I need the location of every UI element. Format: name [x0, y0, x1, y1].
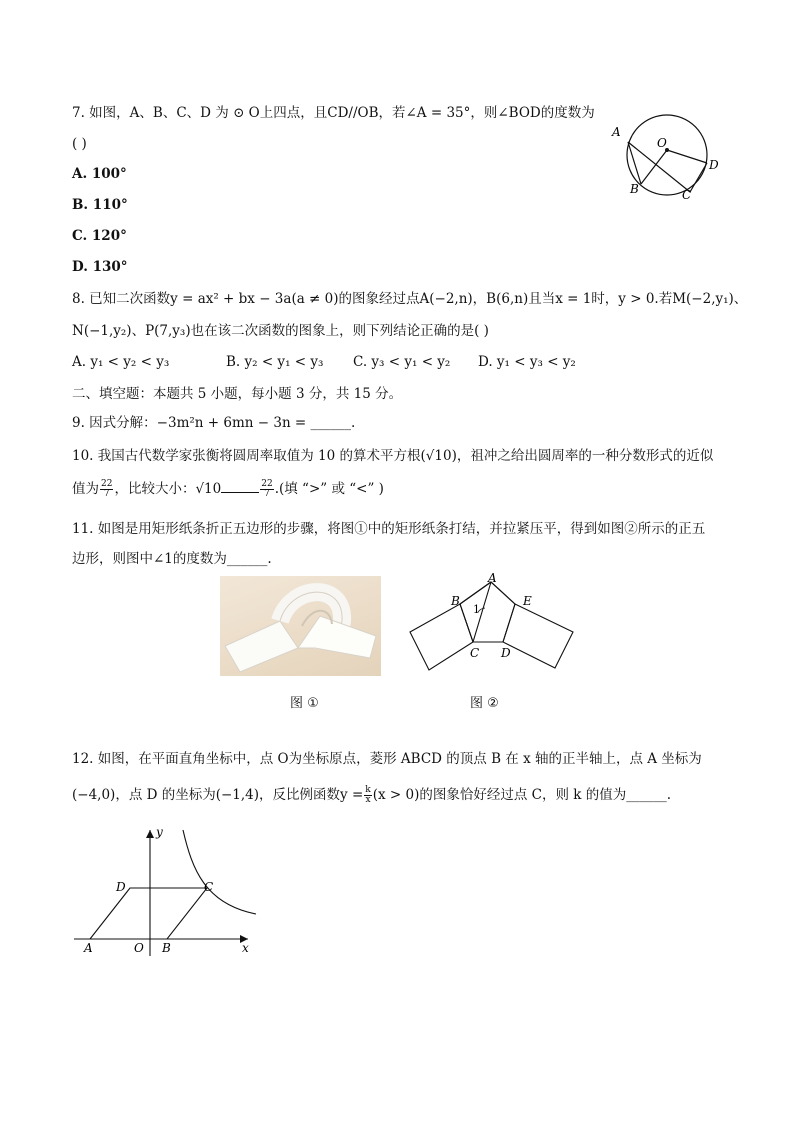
q10-stem-line1: 10. 我国古代数学家张衡将圆周率取值为 10 的算术平方根(√10)，祖冲之给出圆周率的一种分数形式的近似 [72, 448, 714, 464]
q7-label-o: O [657, 136, 667, 150]
q11-knot-photo [220, 576, 381, 676]
q8-option-a[interactable]: A. y₁ < y₂ < y₃ [72, 354, 170, 370]
q12-line2-post: (x > 0)的图象恰好经过点 C，则 k 的值为______. [372, 787, 672, 803]
q12-fraction-denominator: x [365, 795, 371, 805]
q8-option-b[interactable]: B. y₂ < y₁ < y₃ [226, 354, 324, 370]
q7-option-d[interactable]: D. 130° [72, 259, 128, 275]
section-heading-fill-in: 二、填空题：本题共 5 小题，每小题 3 分，共 15 分。 [72, 386, 403, 402]
q7-label-b: B [630, 182, 639, 196]
q10-line2-pre: 值为 [72, 481, 99, 497]
q8-stem-line1: 8. 已知二次函数y = ax² + bx − 3a(a ≠ 0)的图象经过点A(−2,n)，B(6,n)且当x = 1时，y > 0.若M(−2,y₁)、 [72, 291, 748, 307]
q12-label-d: D [116, 880, 126, 894]
q7-circle-figure [605, 112, 730, 207]
q12-axis-x-label: x [242, 941, 249, 955]
q11-caption-fig1: 图 ① [290, 696, 319, 711]
q10-line2-mid: ，比较大小：√10 [114, 481, 222, 497]
q11-angle-1-label: 1 [473, 603, 480, 616]
q12-stem-line2 [72, 786, 671, 805]
q12-axis-y-label: y [156, 825, 163, 839]
q10-line2-post: .(填 “>” 或 “<” ) [274, 481, 384, 497]
q7-option-c[interactable]: C. 120° [72, 228, 127, 244]
q11-caption-fig2: 图 ② [470, 696, 499, 711]
q11-pentagon-figure [405, 570, 580, 680]
q11-label-a: A [488, 571, 497, 585]
q7-option-a[interactable]: A. 100° [72, 166, 127, 182]
q10-fraction-denominator: 7 [103, 489, 110, 499]
q12-label-c: C [204, 880, 214, 894]
q8-stem-line2: N(−1,y₂)、P(7,y₃)也在该二次函数的图象上，则下列结论正确的是( ) [72, 323, 489, 339]
q11-knot-illustration [220, 576, 381, 676]
q12-label-a: A [84, 941, 93, 955]
q11-stem-line1: 11. 如图是用矩形纸条折正五边形的步骤，将图①中的矩形纸条打结，并拉紧压平，得到如图②所示的正五 [72, 521, 706, 537]
q11-label-b: B [451, 594, 460, 608]
q12-stem-line1: 12. 如图，在平面直角坐标中，点 O为坐标原点，菱形 ABCD 的顶点 B 在 x 轴的正半轴上，点 A 坐标为 [72, 751, 702, 767]
q11-stem-line2: 边形，则图中∠1的度数为______. [72, 551, 272, 567]
q11-label-e: E [523, 594, 532, 608]
q12-label-b: B [162, 941, 171, 955]
q7-option-b[interactable]: B. 110° [72, 197, 128, 213]
q8-option-c[interactable]: C. y₃ < y₁ < y₂ [353, 354, 451, 370]
q12-line2-pre: (−4,0)，点 D 的坐标为(−1,4)，反比例函数y = [72, 787, 364, 803]
q10-fraction-2 [260, 480, 273, 499]
q7-label-a: A [612, 125, 621, 139]
q12-fraction [364, 786, 371, 805]
q7-stem-line2: ( ) [72, 136, 87, 152]
q12-coordinate-figure [70, 824, 270, 959]
q10-answer-blank[interactable] [221, 480, 259, 493]
q12-fraction-numerator: k [365, 785, 371, 795]
q11-label-d: D [501, 646, 511, 660]
q11-label-c: C [470, 646, 480, 660]
q9-stem: 9. 因式分解：−3m²n + 6mn − 3n = ______. [72, 415, 356, 431]
q7-stem-line1: 7. 如图，A、B、C、D 为 ⊙ O上四点，且CD//OB，若∠A = 35°，则∠BOD的度数为 [72, 105, 595, 121]
q10-fraction [100, 480, 113, 499]
q10-fraction-numerator: 22 [101, 479, 113, 489]
q7-label-d: D [709, 158, 719, 172]
q7-label-c: C [682, 188, 692, 202]
q10-fraction2-denominator: 7 [264, 489, 270, 499]
q12-label-o: O [134, 941, 144, 955]
q10-stem-line2 [72, 480, 384, 499]
q10-fraction2-numerator: 22 [261, 479, 273, 489]
q8-option-d[interactable]: D. y₁ < y₃ < y₂ [478, 354, 576, 370]
